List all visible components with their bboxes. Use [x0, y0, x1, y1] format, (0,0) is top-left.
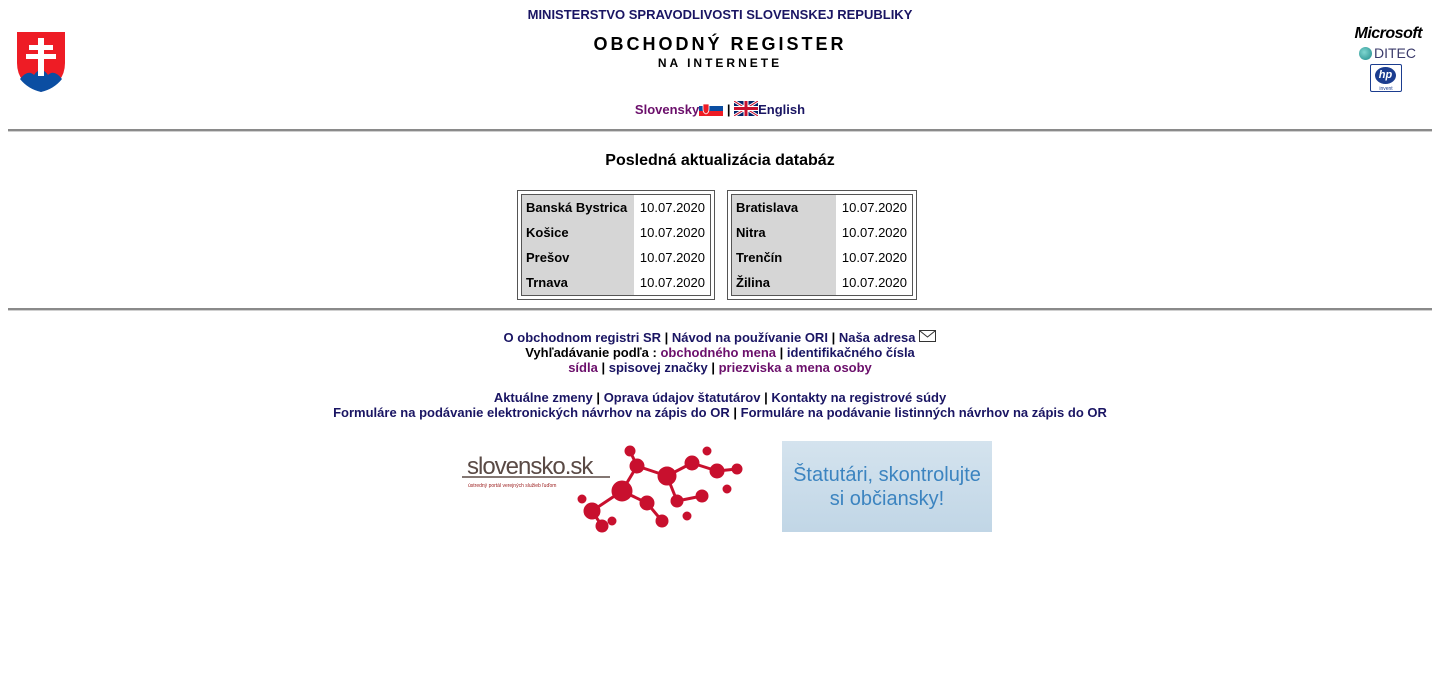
nav-separator: |: [733, 405, 737, 420]
page-title: OBCHODNÝ REGISTER: [593, 34, 847, 54]
db-date: 10.07.2020: [634, 220, 710, 245]
about-register-link[interactable]: O obchodnom registri SR: [503, 330, 662, 345]
page-subtitle: NA INTERNETE: [657, 56, 783, 70]
slovensko-sk-subtitle: ústredný portál verejných služieb ľuďom: [468, 483, 557, 489]
nav-separator: |: [779, 345, 784, 360]
table-row: [522, 270, 710, 295]
table-row: [732, 245, 912, 270]
ditec-label: DITEC: [1374, 45, 1416, 61]
db-city: Žilina: [732, 270, 836, 295]
sponsor-logos: [1332, 25, 1422, 97]
envelope-icon: [919, 330, 936, 342]
search-by-name-link[interactable]: obchodného mena: [660, 345, 777, 360]
language-switcher: [0, 101, 1440, 117]
db-update-title: Posledná aktualizácia databáz: [605, 152, 835, 169]
hp-logo-mark: hp: [1375, 67, 1396, 84]
slovak-flag-icon: [699, 101, 723, 116]
slovensko-sk-banner[interactable]: [462, 441, 752, 533]
ditec-icon: [1359, 47, 1372, 60]
statutory-correction-link[interactable]: Oprava údajov štatutárov: [603, 390, 761, 405]
info-links: [0, 330, 1440, 345]
manual-link[interactable]: Návod na používanie ORI: [671, 330, 828, 345]
db-city: Trnava: [522, 270, 634, 295]
db-table-right: [727, 190, 917, 300]
nav-separator: |: [601, 360, 606, 375]
db-city: Košice: [522, 220, 634, 245]
db-date: 10.07.2020: [836, 245, 912, 270]
forms-links: [0, 405, 1440, 420]
statutari-banner-text: [782, 463, 992, 511]
db-table-left: [517, 190, 715, 300]
court-contacts-link[interactable]: Kontakty na registrové súdy: [771, 390, 947, 405]
hp-logo[interactable]: [1370, 64, 1402, 92]
lang-slovak-label: Slovensky: [634, 102, 700, 117]
ministry-heading: MINISTERSTVO SPRAVODLIVOSTI SLOVENSKEJ REPUBLIKY: [527, 7, 913, 22]
lang-english-link[interactable]: [734, 102, 805, 117]
nav-separator: |: [664, 330, 669, 345]
electronic-forms-link[interactable]: Formuláre na podávanie elektronických návrhov na zápis do OR: [333, 405, 730, 420]
db-date: 10.07.2020: [836, 220, 912, 245]
service-links: [0, 390, 1440, 405]
lang-separator: |: [726, 102, 731, 117]
ditec-logo[interactable]: [1332, 45, 1422, 61]
lang-slovak-link[interactable]: [635, 102, 723, 117]
statutari-line-1: Štatutári, skontrolujte: [793, 464, 981, 486]
db-city: Trenčín: [732, 245, 836, 270]
search-by-person-link[interactable]: priezviska a mena osoby: [718, 360, 872, 375]
current-changes-link[interactable]: Aktuálne zmeny: [493, 390, 593, 405]
statutari-banner[interactable]: [782, 441, 992, 532]
lang-english-label: English: [758, 102, 806, 117]
search-links-row-1: [0, 345, 1440, 360]
uk-flag-icon: [734, 101, 758, 116]
search-by-label: Vyhľadávanie podľa :: [525, 345, 657, 360]
db-date: 10.07.2020: [836, 195, 912, 220]
nav-separator: |: [764, 390, 768, 405]
top-divider: [8, 129, 1432, 132]
nav-separator: |: [596, 390, 601, 405]
table-row: [522, 220, 710, 245]
statutari-line-2: si občiansky!: [829, 488, 945, 510]
address-label: Naša adresa: [838, 330, 916, 345]
hp-logo-sub: invent: [1379, 86, 1393, 92]
table-row: [732, 195, 912, 220]
db-date: 10.07.2020: [634, 195, 710, 220]
address-link[interactable]: [839, 330, 937, 345]
table-row: [522, 245, 710, 270]
nav-separator: |: [711, 360, 715, 375]
table-row: [732, 220, 912, 245]
db-city: Prešov: [522, 245, 634, 270]
db-city: Nitra: [732, 220, 836, 245]
paper-forms-link[interactable]: Formuláre na podávanie listinných návrhov na zápis do OR: [740, 405, 1107, 420]
table-row: [732, 270, 912, 295]
db-city: Bratislava: [732, 195, 836, 220]
slovak-coat-of-arms-icon: [14, 29, 68, 95]
search-by-id-link[interactable]: identifikačného čísla: [786, 345, 915, 360]
db-date: 10.07.2020: [836, 270, 912, 295]
search-by-file-link[interactable]: spisovej značky: [608, 360, 708, 375]
nav-separator: |: [831, 330, 836, 345]
middle-divider: [8, 308, 1432, 311]
slovensko-sk-title: slovensko.sk: [467, 453, 593, 480]
microsoft-logo[interactable]: Microsoft: [1354, 25, 1422, 42]
table-row: [522, 195, 710, 220]
search-links-row-2: [0, 360, 1440, 375]
db-city: Banská Bystrica: [522, 195, 634, 220]
search-by-seat-link[interactable]: sídla: [568, 360, 598, 375]
db-date: 10.07.2020: [634, 245, 710, 270]
db-date: 10.07.2020: [634, 270, 710, 295]
